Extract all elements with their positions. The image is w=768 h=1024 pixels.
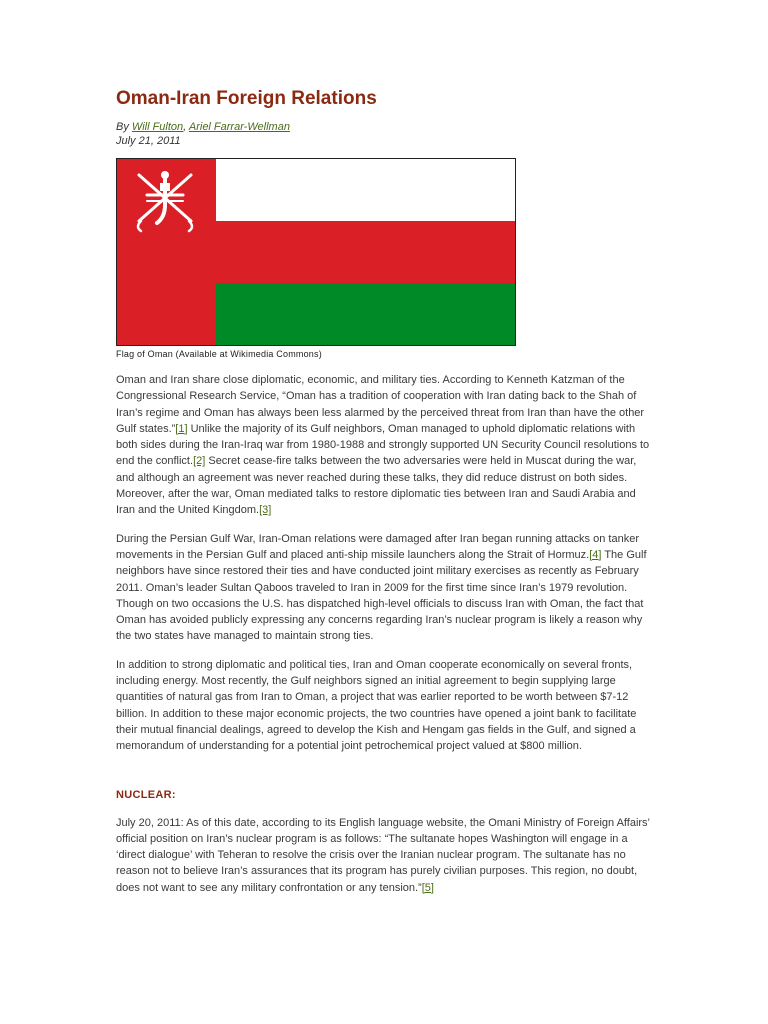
footnote-link-4[interactable]: [4] bbox=[589, 548, 602, 561]
p2-text-1: During the Persian Gulf War, Iran-Oman relations were damaged after Iran began running attacks on tanker movements in the Persian Gulf and placed anti-ship missile launchers along the Strait of Hormuz. bbox=[116, 532, 639, 561]
flag-white-stripe bbox=[216, 159, 515, 221]
p1-text-1: Oman and Iran share close diplomatic, economic, and military ties. According to Kenneth Katzman of the Congressional Research Service, “Oman has a tradition of cooperation with Iran dating back to the Shah of Iran’s regime and Oman has always been less alarmed by the perceived threat from Iran than have the other Gulf states.” bbox=[116, 374, 645, 435]
footnote-link-2[interactable]: [2] bbox=[193, 455, 206, 468]
article bbox=[116, 88, 656, 896]
byline-separator: , bbox=[183, 121, 189, 133]
p1-text-2: Unlike the majority of its Gulf neighbors, Oman managed to uphold diplomatic relations with both sides during the Iran-Iraq war from 1980-1988 and strongly supported UN Security Council resolutions to end the conflict. bbox=[116, 422, 650, 468]
paragraph-2 bbox=[116, 531, 656, 645]
p4-text-1: July 20, 2011: As of this date, according to its English language website, the Omani Ministry of Foreign Affairs’ official position on Iran’s nuclear program is as follows: “The sultanate hopes Washington will engage in a ‘direct dialogue’ with Teheran to resolve the crisis over the Iranian nuclear program. The sultanate has no reason not to believe Iran’s assurances that its program has purely civilian purposes. This region, no doubt, does not want to see any military confrontation or any tension.” bbox=[116, 816, 650, 894]
author-link-will-fulton[interactable]: Will Fulton bbox=[131, 121, 184, 133]
p2-text-2: The Gulf neighbors have since restored their ties and have conducted joint military exercises as recently as February 2011. Oman’s leader Sultan Qaboos traveled to Iran in 2009 for the first time since Iran’s 1979 revolution. Though on two occasions the U.S. has dispatched high-level officials to discuss Iran with Oman, the fact that Oman has avoided publicly expressing any concerns regarding Iran’s nuclear program is likely a reason why the two states have managed to maintain strong ties. bbox=[116, 548, 647, 643]
article-title: Oman-Iran Foreign Relations bbox=[116, 88, 377, 109]
oman-emblem-icon bbox=[129, 165, 201, 233]
byline-prefix: By bbox=[116, 121, 132, 133]
author-link-ariel-farrar-wellman[interactable]: Ariel Farrar-Wellman bbox=[188, 121, 290, 133]
publish-date: July 21, 2011 bbox=[116, 135, 181, 147]
footnote-link-3[interactable]: [3] bbox=[259, 504, 272, 517]
byline bbox=[116, 120, 656, 134]
flag-red-stripe bbox=[216, 221, 515, 283]
footnote-link-1[interactable]: [1] bbox=[175, 422, 188, 435]
p1-text-3: Secret cease-fire talks between the two adversaries were held in Muscat during the war, and although an agreement was never reached during these talks, they did reduce distrust on both sides. Moreover, after the war, Oman mediated talks to restore diplomatic ties between Iran and Saudi Arabia and Iran and the United Kingdom. bbox=[116, 455, 637, 517]
footnote-link-5[interactable]: [5] bbox=[421, 881, 434, 894]
paragraph-4 bbox=[116, 815, 656, 896]
section-heading-nuclear: NUCLEAR: bbox=[116, 788, 176, 801]
paragraph-3: In addition to strong diplomatic and political ties, Iran and Oman cooperate economically on several fronts, including energy. Most recently, the Gulf neighbors signed an initial agreement to begin supplying large quantities of natural gas from Iran to Oman, a project that was earlier reported to be worth between $7-12 billion. In addition to these major economic projects, the two countries have opened a joint bank to facilitate their mutual financial dealings, agreed to develop the Kish and Hengam gas fields in the Gulf, and signed a memorandum of understanding for a potential joint petrochemical project valued at $800 million. bbox=[116, 658, 637, 753]
flag-caption: Flag of Oman (Available at Wikimedia Commons) bbox=[116, 349, 322, 359]
oman-flag-image bbox=[116, 158, 516, 346]
flag-green-stripe bbox=[216, 283, 515, 345]
paragraph-1 bbox=[116, 372, 656, 519]
